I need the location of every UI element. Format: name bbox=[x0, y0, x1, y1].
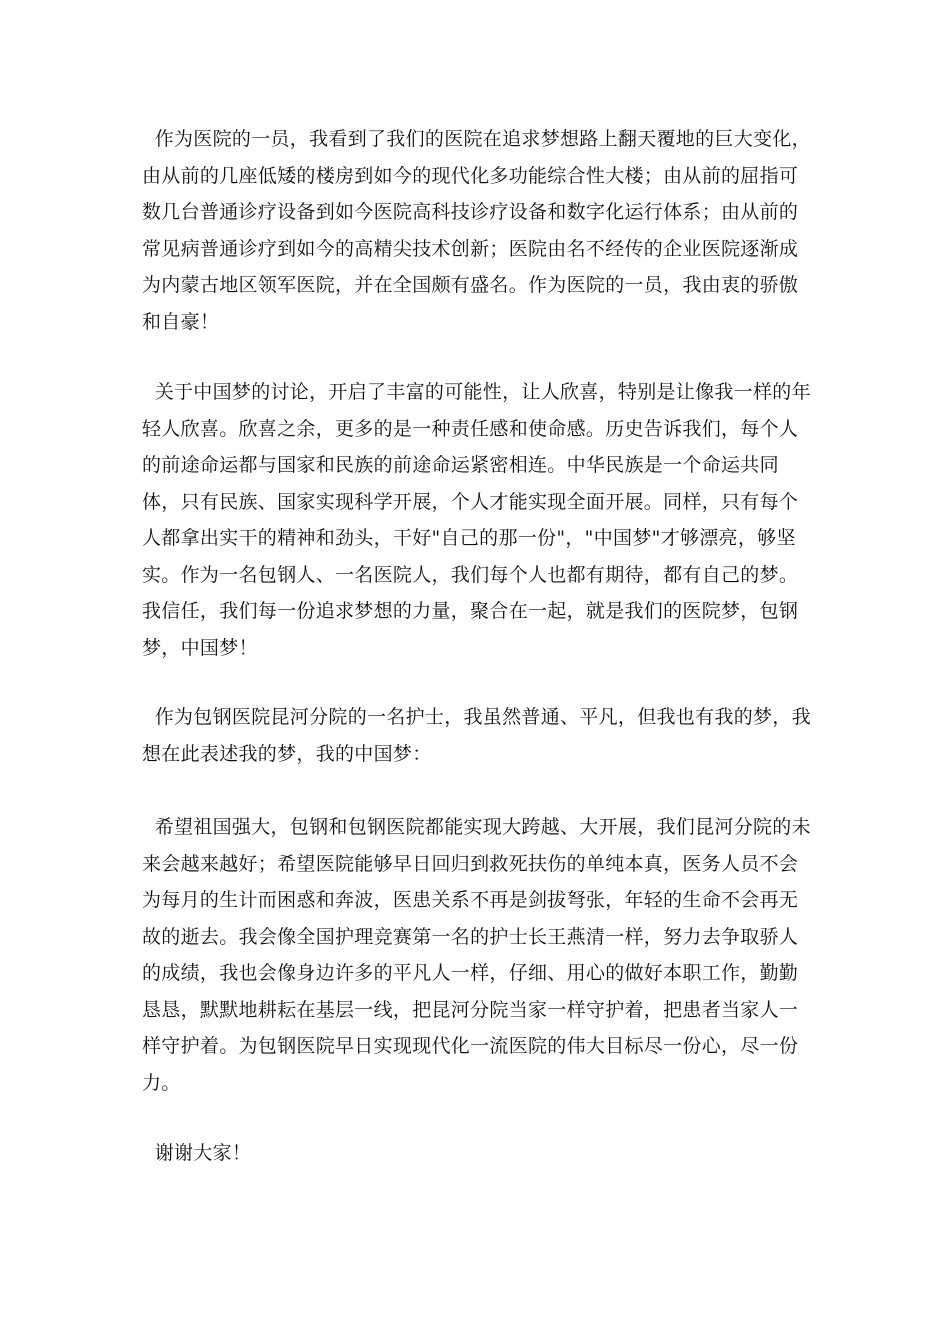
paragraph-nurse-intro: 作为包钢医院昆河分院的一名护士，我虽然普通、平凡，但我也有我的梦，我想在此表述我的梦，我的中国梦： bbox=[142, 706, 811, 765]
paragraph-china-dream-discussion: 关于中国梦的讨论，开启了丰富的可能性，让人欣喜，特别是让像我一样的年轻人欣喜。欣喜之余，更多的是一种责任感和使命感。历史告诉我们，每个人的前途命运都与国家和民族的前途命运紧密相连。中华民族是一个命运共同体，只有民族、国家实现科学开展，个人才能实现全面开展。同样，只有每个人都拿出实干的精神和劲头，干好"自己的那一份"，"中国梦"才够漂亮，够坚实。作为一名包钢人、一名医院人，我们每个人也都有期待，都有自己的梦。我信任，我们每一份追求梦想的力量，聚合在一起，就是我们的医院梦，包钢梦，中国梦！ bbox=[142, 381, 811, 659]
paragraph-thanks: 谢谢大家！ bbox=[142, 1142, 252, 1164]
paragraph-hospital-changes: 作为医院的一员，我看到了我们的医院在追求梦想路上翻天覆地的巨大变化，由从前的几座低矮的楼房到如今的现代化多功能综合性大楼；由从前的屈指可数几台普通诊疗设备到如今医院高科技诊疗设备和数字化运行体系；由从前的常见病普通诊疗到如今的高精尖技术创新；医院由名不经传的企业医院逐渐成为内蒙古地区领军医院，并在全国颇有盛名。作为医院的一员，我由衷的骄傲和自豪！ bbox=[142, 128, 811, 333]
paragraph-hopes: 希望祖国强大，包钢和包钢医院都能实现大跨越、大开展，我们昆河分院的未来会越来越好；希望医院能够早日回归到救死扶伤的单纯本真，医务人员不会为每月的生计而困惑和奔波，医患关系不再是剑拔弩张，年轻的生命不会再无故的逝去。我会像全国护理竞赛第一名的护士长王燕清一样，努力去争取骄人的成绩，我也会像身边许多的平凡人一样，仔细、用心的做好本职工作，勤勤恳恳，默默地耕耘在基层一线，把昆河分院当家一样守护着，把患者当家人一样守护着。为包钢医院早日实现现代化一流医院的伟大目标尽一份心，尽一份力。 bbox=[142, 816, 811, 1094]
